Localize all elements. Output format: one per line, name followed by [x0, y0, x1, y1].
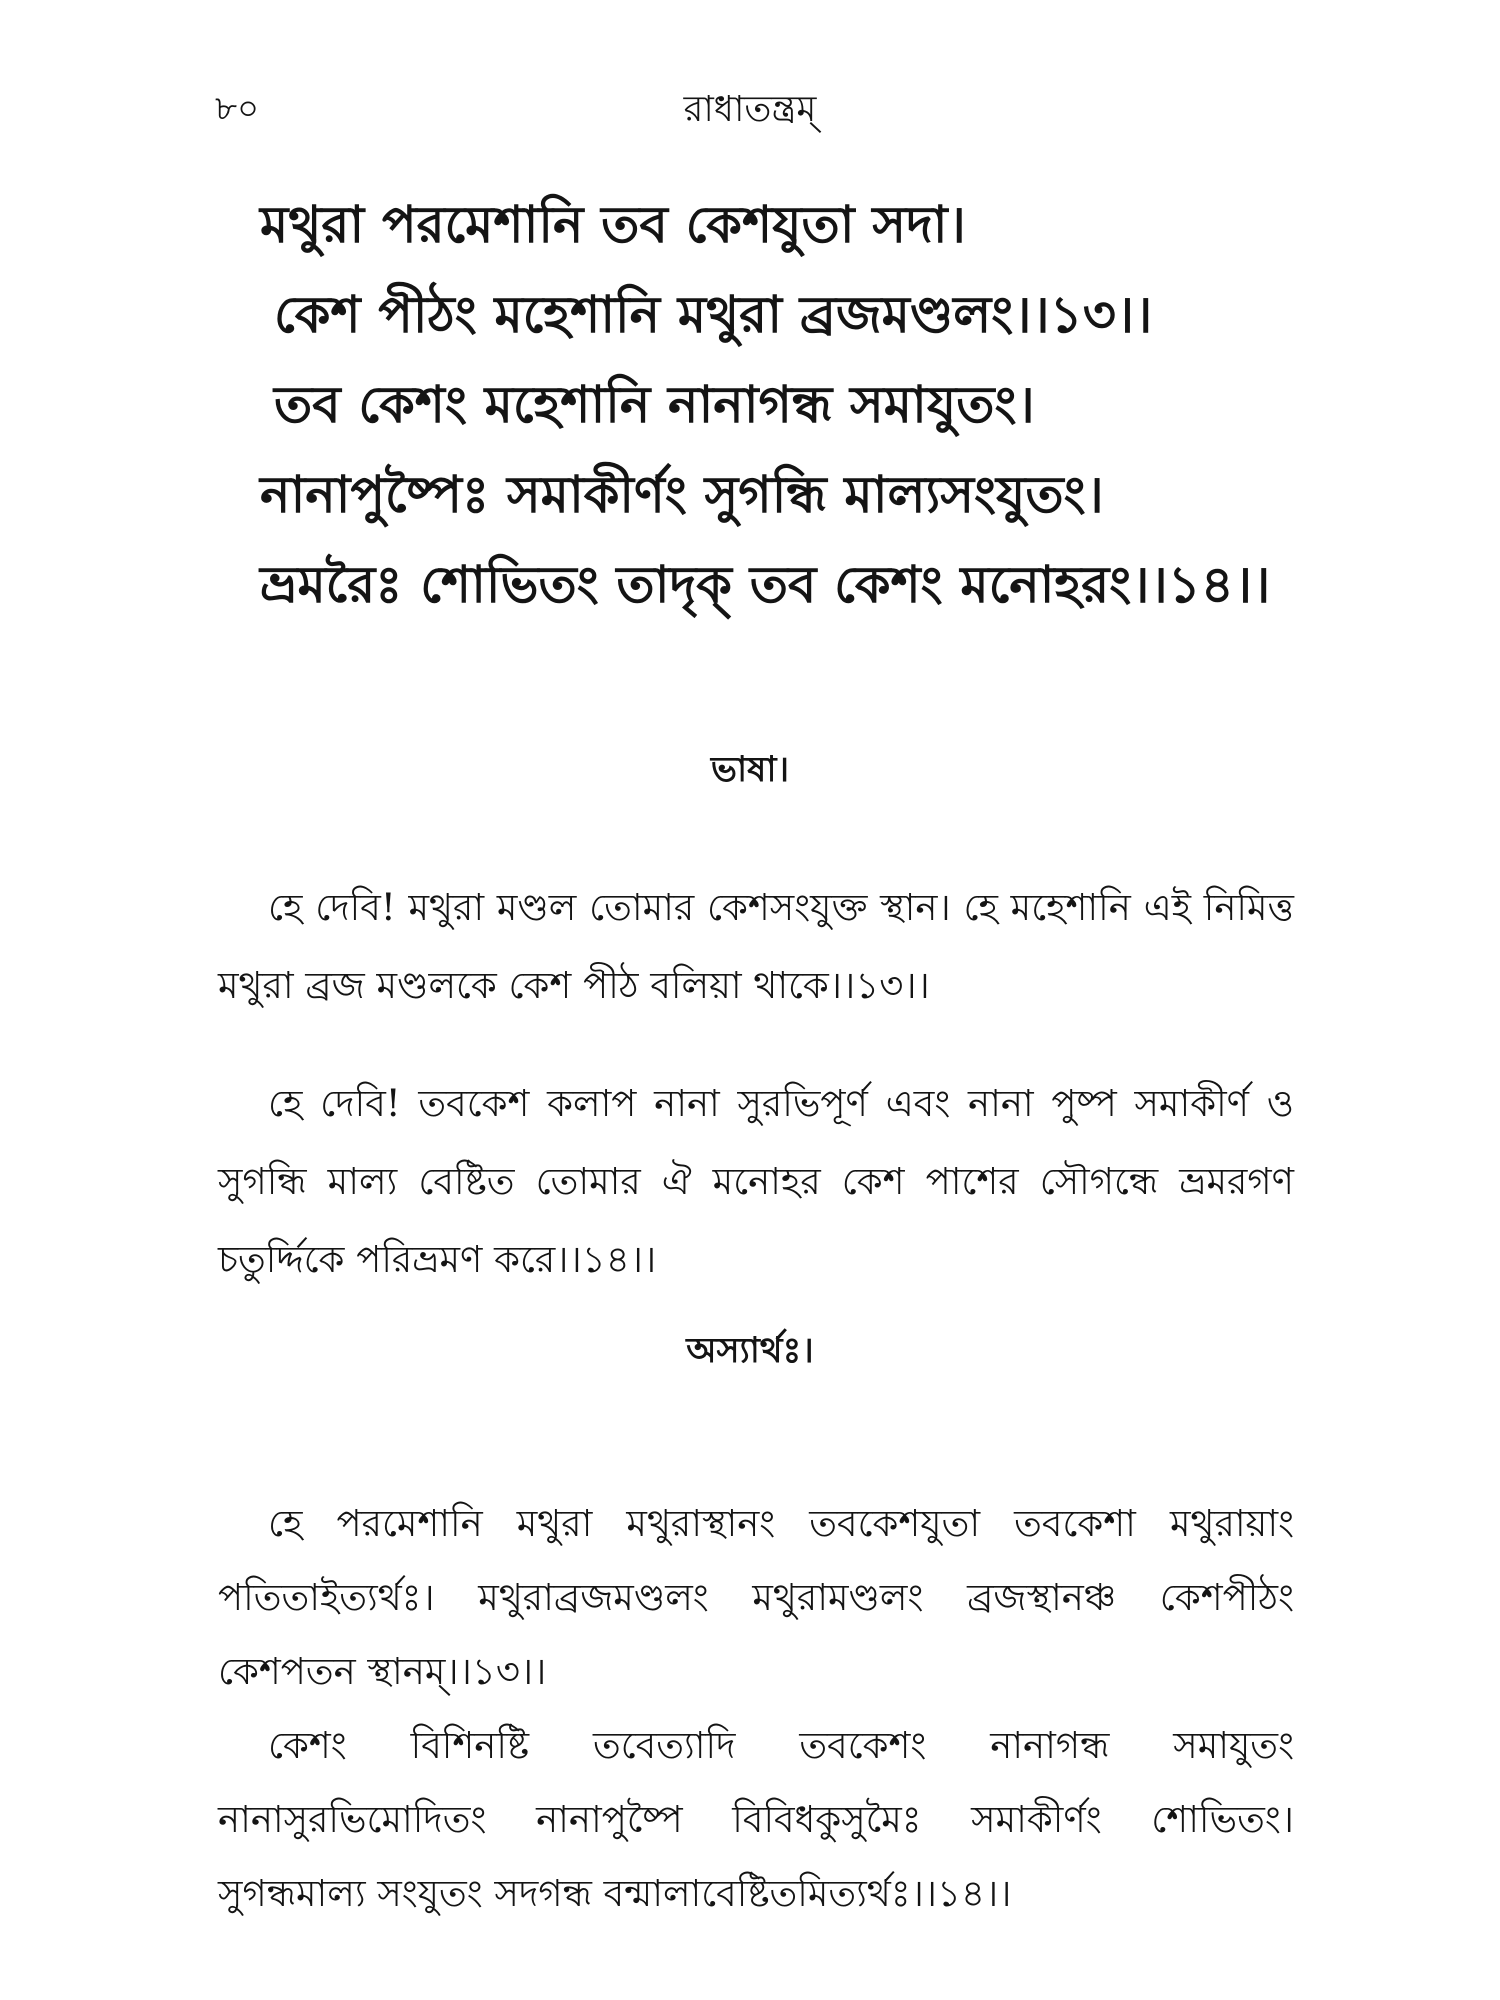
verse-line: তব কেশং মহেশানি নানাগন্ধ সমাযুতং।	[274, 375, 1035, 435]
verse-block	[260, 180, 1320, 630]
bhasha-heading: ভাষা।	[710, 749, 790, 790]
asyarth-paragraph: হে পরমেশানি মথুরা মথুরাস্থানং তবকেশযুতা তবকেশা মথুরায়াং পতিতাইত্যর্থঃ। মথুরাব্রজমণ্ডলং মথুরামণ্ডলং ব্রজস্থানঞ্চ কেশপীঠং কেশপতন স্থানম্।।১৩।।	[218, 1502, 1294, 1693]
bhasha-paragraph: হে দেবি! তবকেশ কলাপ নানা সুরভিপূর্ণ এবং নানা পুষ্প সমাকীর্ণ ও সুগন্ধি মাল্য বেষ্টিত তোমার ঐ মনোহর কেশ পাশের সৌগন্ধে ভ্রমরগণ চতুর্দ্দিকে পরিভ্রমণ করে।।১৪।।	[218, 1082, 1294, 1281]
verse-line: মথুরা পরমেশানি তব কেশযুতা সদা।	[260, 195, 966, 255]
asyarth-paragraph: কেশং বিশিনষ্টি তবেত্যাদি তবকেশং নানাগন্ধ সমাযুতং নানাসুরভিমোদিতং নানাপুষ্পৈ বিবিধকুসুমৈঃ সমাকীর্ণং শোভিতং। সুগন্ধমাল্য সংযুতং সদগন্ধ বন্মালাবেষ্টিতমিত্যর্থঃ।।১৪।।	[218, 1724, 1294, 1915]
bhasha-paragraph: হে দেবি! মথুরা মণ্ডল তোমার কেশসংযুক্ত স্থান। হে মহেশানি এই নিমিত্ত মথুরা ব্রজ মণ্ডলকে কেশ পীঠ বলিয়া থাকে।।১৩।।	[218, 886, 1294, 1007]
verse-line: নানাপুষ্পৈঃ সমাকীর্ণং সুগন্ধি মাল্যসংযুতং।	[260, 465, 1104, 525]
verse-line: কেশ পীঠং মহেশানি মথুরা ব্রজমণ্ডলং।।১৩।।	[274, 285, 1153, 345]
asyarth-heading: অস্যার্থঃ।	[686, 1330, 814, 1371]
page-number: ৮০	[215, 89, 260, 129]
running-title: রাধাতন্ত্রম্	[683, 89, 817, 130]
verse-line: ভ্রমরৈঃ শোভিতং তাদৃক্ তব কেশং মনোহরং।।১৪।।	[260, 555, 1271, 615]
